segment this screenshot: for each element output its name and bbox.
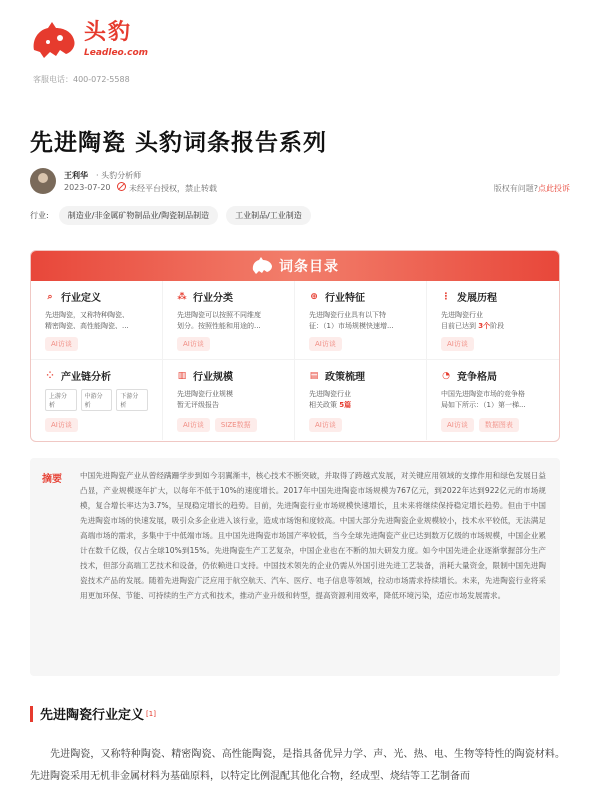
page-title: 先进陶瓷 头豹词条报告系列 (30, 130, 328, 156)
industry-tag[interactable]: 制造业/非金属矿物制品业/陶瓷制品制造 (59, 206, 218, 225)
body-paragraph: 先进陶瓷，又称特种陶瓷、精密陶瓷、高性能陶瓷，是指具备优异力学、声、光、热、电、生物等特性的陶瓷材料。先进陶瓷采用无机非金属材料为基础原料，以特定比例混配其他化合物，经成型、烧结等工艺制备而 (30, 749, 565, 782)
policy-count: 5篇 (339, 401, 352, 409)
publish-date: 2023-07-20 (64, 183, 111, 192)
reference-link[interactable]: [1] (146, 709, 156, 718)
scale-icon: ▥ (177, 370, 187, 381)
brand-domain: Leadleo.com (84, 48, 149, 58)
author-name[interactable]: 王利华 (64, 171, 88, 180)
section-title: 先进陶瓷行业定义 (40, 708, 145, 723)
toc-item-scale[interactable] (163, 360, 295, 440)
toc-item-history[interactable] (427, 281, 559, 360)
table-of-contents (30, 250, 560, 442)
definition-icon: ⌕ (47, 291, 53, 302)
size-data-chip[interactable]: SIZE数据 (215, 418, 257, 432)
toc-item-title: 政策梳理 (325, 372, 365, 383)
industry-row (30, 206, 319, 225)
copyright-notice: 未经平台授权，禁止转载 (129, 184, 217, 193)
toc-item-title: 产业链分析 (61, 372, 111, 383)
industry-tag[interactable]: 工业制品/工业制造 (226, 206, 311, 225)
data-chart-chip[interactable]: 数据图表 (479, 418, 519, 432)
section-marker (30, 706, 33, 722)
ai-interview-chip[interactable]: AI访谈 (441, 337, 474, 351)
toc-item-desc: 先进陶瓷可以按照不同维度 划分。按照性能和用途的... (177, 311, 261, 330)
abstract-box (30, 458, 560, 676)
toc-item-desc: 先进陶瓷行业具有以下特 征：（1）市场规模快速增... (309, 311, 394, 330)
toc-item-desc: 先进陶瓷，又称特种陶瓷、 精密陶瓷、高性能陶瓷、... (45, 311, 129, 330)
author-org: · 头豹分析师 (96, 171, 142, 180)
toc-item-title: 行业规模 (193, 372, 233, 383)
industry-label: 行业: (30, 211, 49, 220)
upstream-tag[interactable]: 上游分析 (45, 389, 77, 411)
toc-item-title: 行业特征 (325, 293, 365, 304)
feature-icon: ⊕ (310, 291, 318, 302)
ai-interview-chip[interactable]: AI访谈 (177, 418, 210, 432)
leopard-icon (251, 257, 273, 275)
toc-item-desc: 先进陶瓷行业 相关政策 5篇 (309, 390, 352, 409)
toc-title: 词条目录 (279, 259, 339, 275)
toc-item-competition[interactable] (427, 360, 559, 440)
rights-question: 版权有问题?点此投诉 (493, 184, 570, 193)
category-icon: ⁂ (177, 291, 187, 302)
toc-item-title: 竞争格局 (457, 372, 497, 383)
chain-icon: ⁘ (46, 370, 54, 381)
author-row (30, 168, 570, 196)
hotline: 客服电话：400-072-5588 (33, 75, 130, 84)
abstract-text: 中国先进陶瓷产业从曾经蹒跚学步到如今羽翼渐丰，核心技术不断突破，并取得了跨越式发展，对关键应用领域的支撑作用和绿色发展日益凸显，产业规模逐年扩大，以每年不低于10%的速度增长。2017年中国先进陶瓷市场规模为767亿元，到2022年达到922亿元的市场规模，复合增长率达为3.7%，呈现稳定增长的趋势。目前，先进陶瓷行业市场规模快速增长，且未来将继续保持稳定增长趋势。但由于中国先进陶瓷市场的快速发展，吸引众多企业进入该行业，造成市场饱和度较高。中国大部分先进陶瓷企业规模较小，技术水平较低，无法满足高端市场的需求，多集中于中低端市场。且中国先进陶瓷市场国产率较低，当今全球先进陶瓷产业已达到数万亿级的市场规模，中国企业累计在数千亿级，仅占全球10%到15%。先进陶瓷生产工艺复杂，中国企业也在不断的加大研发力度。如今中国先进企业逐渐掌握部分生产技术，但部分高端工艺技术和设备，仍依赖进口支持。中国技术领先的企业仍需从外国引进先进工艺装备，消耗大量资金，限制中国先进陶瓷技术产品的发展。随着先进陶瓷广泛应用于航空航天、汽车、医疗、电子信息等领域，拉动市场需求持续增长。未来，先进陶瓷行业将采用更加环保、节能、可持续的生产方式和技术，推动产业升级和转型，提高资源利用效率，降低环境污染，适应市场发展需求。 (80, 471, 546, 600)
avatar[interactable] (30, 168, 56, 194)
midstream-tag[interactable]: 中游分析 (81, 389, 113, 411)
leopard-logo-icon (30, 20, 78, 64)
ai-interview-chip[interactable]: AI访谈 (45, 337, 78, 351)
toc-item-title: 发展历程 (457, 293, 497, 304)
toc-item-category[interactable] (163, 281, 295, 360)
toc-header (31, 251, 559, 281)
toc-item-policy[interactable] (295, 360, 427, 440)
toc-item-title: 行业分类 (193, 293, 233, 304)
ai-interview-chip[interactable]: AI访谈 (177, 337, 210, 351)
brand-name: 头豹 (84, 20, 133, 45)
toc-item-desc: 先进陶瓷行业规模 暂无评级报告 (177, 390, 233, 409)
ai-interview-chip[interactable]: AI访谈 (309, 337, 342, 351)
toc-item-chain[interactable] (31, 360, 163, 440)
competition-icon: ◔ (442, 370, 450, 381)
toc-item-feature[interactable] (295, 281, 427, 360)
history-icon: ⋮ (441, 291, 451, 302)
prohibited-icon (117, 182, 126, 191)
policy-icon: ▤ (309, 370, 319, 381)
leadleo-logo[interactable] (30, 20, 148, 64)
toc-item-desc: 先进陶瓷行业 目前已达到 3个阶段 (441, 311, 505, 330)
ai-interview-chip[interactable]: AI访谈 (309, 418, 342, 432)
abstract-label: 摘要 (42, 474, 62, 485)
toc-item-title: 行业定义 (61, 293, 101, 304)
ai-interview-chip[interactable]: AI访谈 (441, 418, 474, 432)
toc-item-desc: 中国先进陶瓷市场的竞争格 局如下所示：（1）第一梯... (441, 390, 526, 409)
downstream-tag[interactable]: 下游分析 (116, 389, 148, 411)
ai-interview-chip[interactable]: AI访谈 (45, 418, 78, 432)
complaint-link[interactable]: 点此投诉 (538, 184, 570, 193)
stage-count: 3个 (478, 322, 491, 330)
section-heading (30, 704, 156, 723)
toc-item-definition[interactable] (31, 281, 163, 360)
